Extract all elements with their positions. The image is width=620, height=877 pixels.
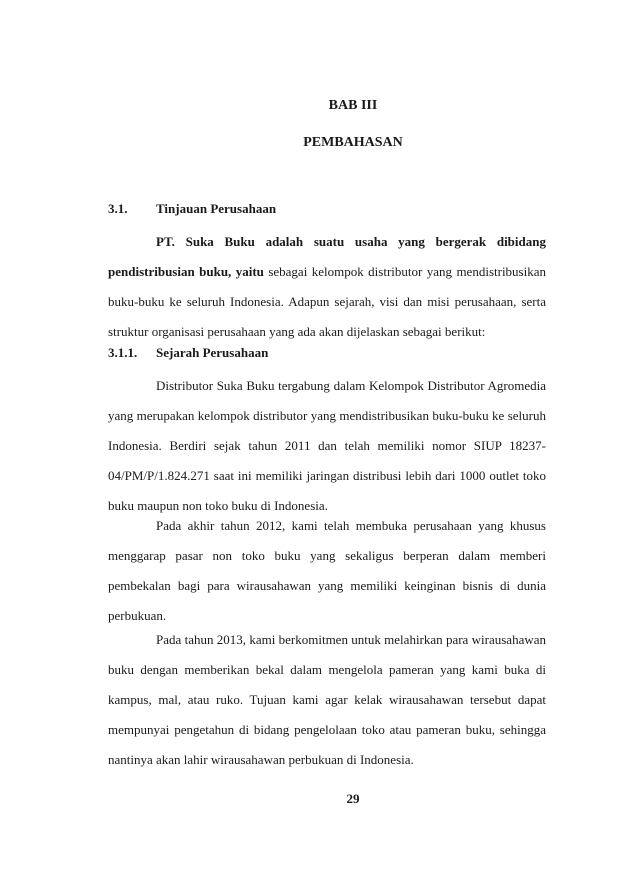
subsection-title: Sejarah Perusahaan (156, 345, 269, 360)
chapter-subtitle: PEMBAHASAN (303, 135, 403, 150)
section-number: 3.1. (108, 201, 128, 216)
section-title: Tinjauan Perusahaan (156, 201, 277, 216)
section-intro-paragraph (108, 227, 546, 347)
history-paragraph-2 (108, 511, 546, 631)
chapter-title: BAB III (328, 98, 378, 113)
paragraph-2-text: Pada akhir tahun 2012, kami telah membuka perusahaan yang khusus menggarap pasar non toko buku yang sekaligus berperan dalam memberi pembekalan bagi para wirausahawan yang memiliki keinginan bisnis di dunia perbukuan. (108, 518, 546, 623)
subsection-heading (108, 345, 268, 361)
company-description-rest: sebagai kelompok distributor yang mendistribusikan buku-buku ke seluruh Indonesia. Adapun sejarah, visi dan misi perusahaan, serta struktur organisasi perusahaan yang ada akan dijelaskan sebagai berikut: (108, 264, 546, 339)
history-paragraph-1 (108, 371, 546, 521)
section-heading (108, 201, 276, 217)
subsection-number: 3.1.1. (108, 345, 138, 360)
company-description-bold: PT. Suka Buku adalah suatu usaha yang bergerak dibidang pendistribusian buku, yaitu (108, 234, 546, 279)
paragraph-1-text: Distributor Suka Buku tergabung dalam Kelompok Distributor Agromedia yang merupakan kelompok distributor yang mendistribusikan buku-buku ke seluruh Indonesia. Berdiri sejak tahun 2011 dan telah memiliki nomor SIUP 18237-04/PM/P/1.824.271 saat ini memiliki jaringan distribusi lebih dari 1000 outlet toko buku maupun non toko buku di Indonesia. (108, 378, 546, 513)
paragraph-3-text: Pada tahun 2013, kami berkomitmen untuk melahirkan para wirausahawan buku dengan memberikan bekal dalam mengelola pameran yang kami buka di kampus, mal, atau ruko. Tujuan kami agar kelak wirausahawan tersebut dapat mempunyai pengetahun di bidang pengelolaan toko atau pameran buku, sehingga nantinya akan lahir wirausahawan perbukuan di Indonesia. (108, 632, 546, 767)
page-number: 29 (346, 791, 360, 806)
history-paragraph-3 (108, 625, 546, 775)
